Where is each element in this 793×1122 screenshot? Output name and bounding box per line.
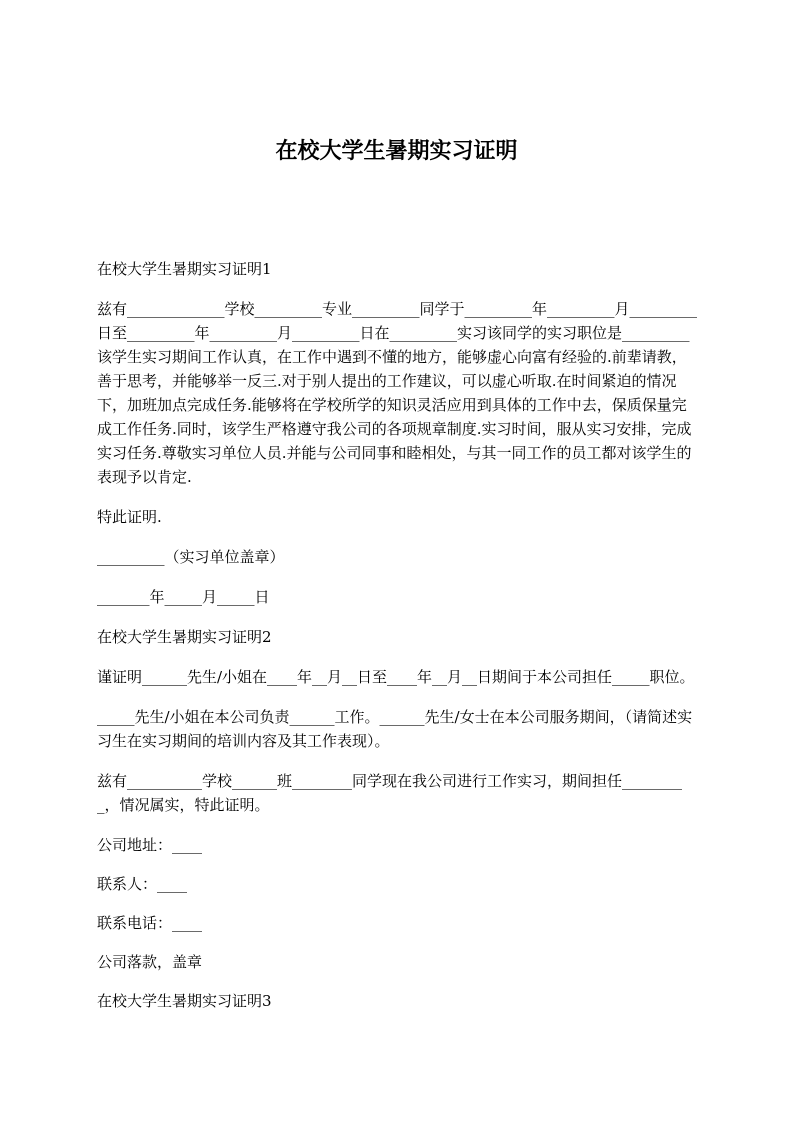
- certificate-2-paragraph-2: _____先生/小姐在本公司负责______工作。______先生/女士在本公司服务期间，（请简述实习生在实习期间的培训内容及其工作表现）。: [97, 708, 693, 750]
- document-body: [97, 257, 699, 1029]
- certificate-1-date-line: _______年_____月_____日: [97, 588, 270, 606]
- contact-phone-line: 联系电话：____: [97, 914, 203, 932]
- contact-person-line: 联系人：____: [97, 875, 188, 893]
- section-heading-3: 在校大学生暑期实习证明3: [97, 992, 272, 1010]
- company-signature-line: 公司落款，盖章: [97, 953, 203, 971]
- certificate-2-paragraph-1: 谨证明______先生/小姐在____年__月__日至____年__月__日期间于本公司担任_____职位。: [97, 668, 695, 686]
- certificate-2-paragraph-3: 兹有__________学校______班________同学现在我公司进行工作实习，期间担任_________，情况属实，特此证明。: [97, 772, 683, 814]
- section-heading-2: 在校大学生暑期实习证明2: [97, 628, 272, 646]
- section-heading-1: 在校大学生暑期实习证明1: [97, 260, 272, 278]
- certificate-1-seal-line: _________（实习单位盖章）: [97, 548, 285, 566]
- certificate-1-closing: 特此证明.: [97, 508, 162, 526]
- document-title: 在校大学生暑期实习证明: [275, 139, 518, 164]
- certificate-1-paragraph: 兹有_____________学校_________专业_________同学于_________年_________月_________日至_________年_________月_________日在_________实习该同学的实习职位是_________该学生实习期间工作认真，在工作中遇到不懂的地方，能够虚心向富有经验的.前辈请教，善于思考，并能够举一反三.对于别人提出的工作建议，可以虚心听取.在时间紧迫的情况下，加班加点完成任务.能够将在学校所学的知识灵活应用到具体的工作中去，保质保量完成工作任务.同时，该学生严格遵守我公司的各项规章制度.实习时间，服从实习安排，完成实习任务.尊敬实习单位人员.并能与公司同事和睦相处，与其一同工作的员工都对该学生的表现予以肯定.: [97, 300, 698, 486]
- company-address-line: 公司地址：____: [97, 836, 203, 854]
